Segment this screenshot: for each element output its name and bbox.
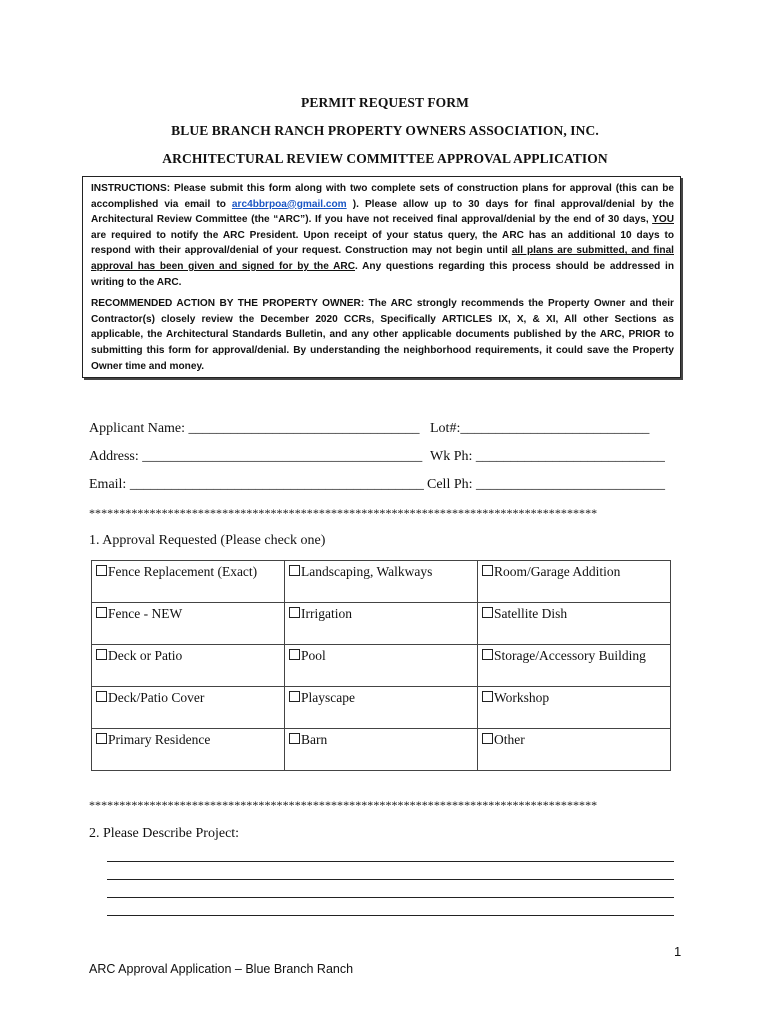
description-line[interactable] — [107, 915, 674, 916]
option-label: Room/Garage Addition — [494, 564, 621, 579]
instructions-paragraph — [91, 181, 674, 290]
checkbox[interactable] — [289, 565, 300, 576]
option-cell[interactable] — [478, 729, 671, 771]
option-cell[interactable] — [92, 687, 285, 729]
checkbox[interactable] — [289, 649, 300, 660]
form-title: PERMIT REQUEST FORM — [301, 95, 469, 110]
option-label: Satellite Dish — [494, 606, 568, 621]
option-label: Playscape — [301, 690, 355, 705]
options-row — [92, 645, 671, 687]
description-line[interactable] — [107, 897, 674, 898]
checkbox[interactable] — [289, 607, 300, 618]
you-emphasis: YOU — [652, 214, 674, 226]
instructions-text: . Any questions regarding this process should be addressed in writing to the ARC. — [91, 260, 674, 288]
checkbox[interactable] — [482, 649, 493, 660]
section-1-title: 1. Approval Requested (Please check one) — [89, 533, 326, 548]
instructions-box — [82, 176, 681, 378]
option-cell[interactable] — [285, 561, 478, 603]
checkbox[interactable] — [482, 565, 493, 576]
option-label: Workshop — [494, 690, 550, 705]
option-cell[interactable] — [478, 645, 671, 687]
application-title: ARCHITECTURAL REVIEW COMMITTEE APPROVAL APPLICATION — [162, 151, 608, 166]
arc-email-link[interactable]: arc4bbrpoa@gmail.com — [231, 198, 347, 210]
checkbox[interactable] — [289, 691, 300, 702]
option-cell[interactable] — [285, 603, 478, 645]
approval-options-table — [91, 560, 671, 771]
description-line[interactable] — [107, 879, 674, 880]
option-cell[interactable] — [92, 645, 285, 687]
checkbox[interactable] — [482, 733, 493, 744]
page-number: 1 — [674, 944, 682, 959]
option-cell[interactable] — [92, 603, 285, 645]
checkbox[interactable] — [96, 565, 107, 576]
separator: ************************************************************************************ — [89, 798, 598, 812]
checkbox[interactable] — [96, 607, 107, 618]
applicant-name-field[interactable]: Applicant Name: _________________________________ — [89, 421, 420, 436]
cell-phone-field[interactable]: Cell Ph: ___________________________ — [427, 477, 666, 492]
option-label: Fence - NEW — [108, 606, 183, 621]
description-line[interactable] — [107, 861, 674, 862]
checkbox[interactable] — [482, 607, 493, 618]
recommended-action-paragraph: RECOMMENDED ACTION BY THE PROPERTY OWNER: The ARC strongly recommends the Property Owner and their Contractor(s) closely review the December 2020 CCRs, Specifically ARTICLES IX, X, & XI, All other Sections as applicable, the Architectural Standards Bulletin, and any other applicable documents published by the ARC, PRIOR to submitting this form for approval/denial. By understanding the neighborhood requirements, it could save the Property Owner time and money. — [91, 298, 674, 372]
option-cell[interactable] — [285, 687, 478, 729]
address-field[interactable]: Address: ________________________________________ — [89, 449, 423, 464]
option-label: Primary Residence — [108, 732, 211, 747]
option-label: Other — [494, 732, 525, 747]
option-cell[interactable] — [478, 687, 671, 729]
option-label: Irrigation — [301, 606, 352, 621]
checkbox[interactable] — [96, 733, 107, 744]
options-row — [92, 729, 671, 771]
footer-text: ARC Approval Application – Blue Branch Ranch — [89, 962, 354, 976]
association-name: BLUE BRANCH RANCH PROPERTY OWNERS ASSOCIATION, INC. — [171, 123, 599, 138]
option-cell[interactable] — [285, 645, 478, 687]
instructions-text: INSTRUCTIONS: Please submit this form along with two complete sets of construction plans for approval (this can be accomplished via email to — [91, 183, 674, 210]
section-2-title: 2. Please Describe Project: — [89, 826, 240, 841]
option-label: Pool — [301, 648, 326, 663]
option-cell[interactable] — [92, 729, 285, 771]
lot-field[interactable]: Lot#:___________________________ — [430, 421, 650, 436]
option-label: Deck or Patio — [108, 648, 183, 663]
options-row — [92, 603, 671, 645]
instructions-text: ). Please allow up to 30 days for final approval/denial by the Architectural Review Committee (the “ARC”). If you have not received final approval/denial by the end of 30 days, — [91, 198, 675, 226]
approval-condition: all plans are submitted, and final approval has been given and signed for by the ARC — [91, 245, 674, 272]
option-label: Storage/Accessory Building — [494, 648, 646, 663]
instructions-text: are required to notify the ARC President. Upon receipt of your status query, the ARC has an additional 10 days to respond with their approval/denial of your request. Construction may not begin until — [91, 229, 674, 257]
separator: ************************************************************************************ — [89, 506, 598, 520]
option-label: Fence Replacement (Exact) — [108, 564, 258, 579]
option-label: Deck/Patio Cover — [108, 690, 205, 705]
option-cell[interactable] — [92, 561, 285, 603]
option-cell[interactable] — [285, 729, 478, 771]
option-cell[interactable] — [478, 561, 671, 603]
option-cell[interactable] — [478, 603, 671, 645]
option-label: Barn — [301, 732, 328, 747]
email-field[interactable]: Email: __________________________________________ — [89, 477, 424, 492]
work-phone-field[interactable]: Wk Ph: ___________________________ — [430, 449, 665, 464]
option-label: Landscaping, Walkways — [301, 564, 433, 579]
checkbox[interactable] — [289, 733, 300, 744]
checkbox[interactable] — [482, 691, 493, 702]
options-row — [92, 687, 671, 729]
checkbox[interactable] — [96, 649, 107, 660]
checkbox[interactable] — [96, 691, 107, 702]
options-row — [92, 561, 671, 603]
